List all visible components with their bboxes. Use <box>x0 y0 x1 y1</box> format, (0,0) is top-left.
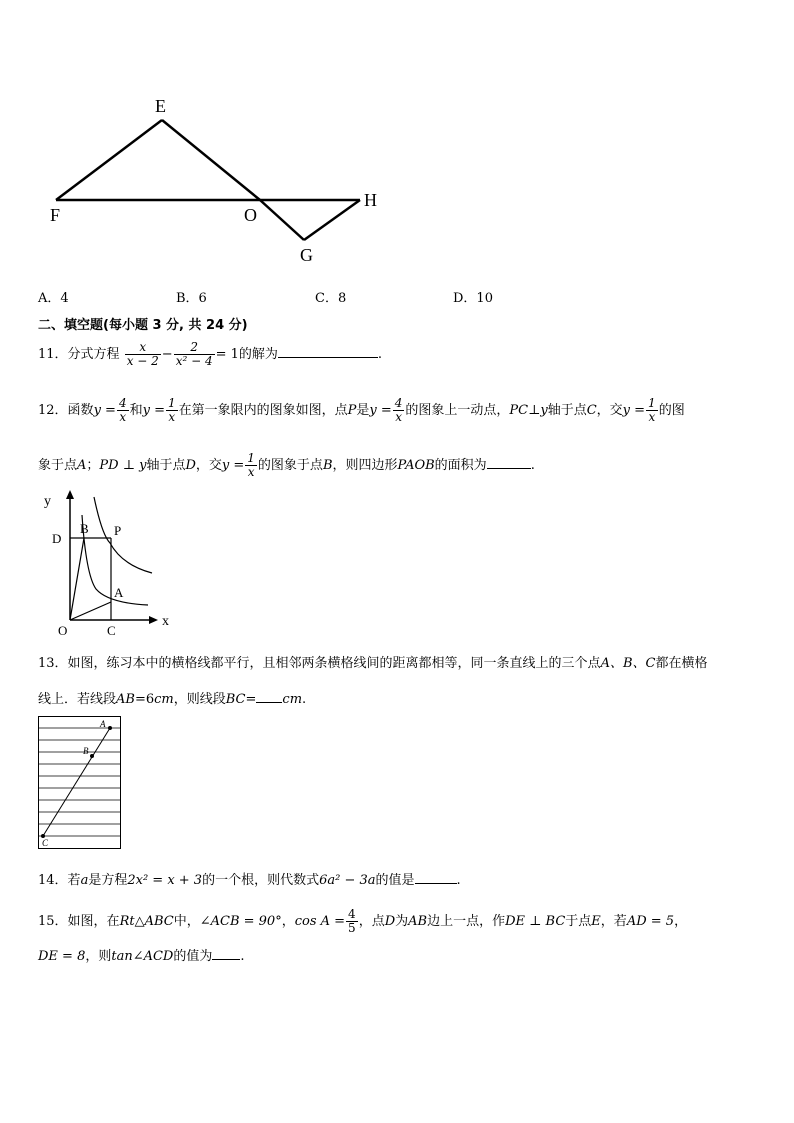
segment-GH <box>304 200 360 240</box>
answer-blank-14[interactable] <box>415 871 457 884</box>
segment-OA <box>70 602 111 620</box>
label-A: A <box>100 719 106 729</box>
question-15-line2: DE = 8，则tan∠ACD的值为 . <box>38 949 245 964</box>
label-B: B <box>80 521 89 536</box>
option-d: D．10 <box>453 291 493 306</box>
question-15-line1: 15．如图，在Rt△ABC中，∠ACB = 90°，cos A = $\frac{4}{5}$ ，点D为AB边上一点，作DE ⊥ BC于点E，若AD = 5， <box>38 907 688 935</box>
label-H: H <box>364 190 377 210</box>
curve-4-over-x <box>94 497 152 573</box>
label-D: D <box>52 531 62 546</box>
y-axis-arrow <box>66 490 74 499</box>
question-11: 11．分式方程 $\frac{x}{x - 2}$ − $\frac{2}{\text{x² − 4}}$ = 1的解为 . <box>38 340 383 368</box>
figure-q13-notebook <box>38 716 122 850</box>
figure-top-geometry <box>40 90 400 265</box>
option-b: B．6 <box>176 291 207 306</box>
point-B <box>90 754 94 758</box>
section2-title: 二、填空题(每小题 3 分, 共 24 分) <box>38 318 248 333</box>
question-12-line1: 12．函数y = $\frac{4}{x}$ 和y = $\frac{1}{x}$ 在第一象限内的图象如图，点P是y = $\frac{4}{x}$ 的图象上一动点，PC⊥y轴于点C，交y = $\frac{1}{x}$ 的图 <box>38 396 685 424</box>
point-A <box>108 726 112 730</box>
question-14: 14．若a是方程2x² = x + 3的一个根，则代数式6a² − 3a的值是 . <box>38 873 461 888</box>
q11-fraction-2: $\frac{2}{\text{x² − 4}}$ <box>175 340 213 368</box>
label-E: E <box>155 96 166 116</box>
option-c: C．8 <box>315 291 347 306</box>
label-O: O <box>244 205 257 225</box>
q11-fraction-1: $\frac{x}{x - 2}$ <box>126 340 159 368</box>
q11-number: 11． <box>38 347 68 362</box>
q11-prefix: 分式方程 <box>67 347 120 362</box>
label-A: A <box>114 585 124 600</box>
answer-blank-15[interactable] <box>212 947 240 960</box>
label-P: P <box>114 523 122 538</box>
label-O: O <box>58 623 68 638</box>
label-x: x <box>162 614 169 629</box>
option-a: A．4 <box>38 291 69 306</box>
q12-fraction-1-over-x: $\frac{1}{x}$ <box>167 396 176 424</box>
figure-q12-graph <box>40 485 180 640</box>
question-12-line2: 象于点A；PD ⊥ y轴于点D，交y = $\frac{1}{x}$ 的图象于点B，则四边形PAOB的面积为 . <box>38 451 535 479</box>
notebook-border <box>39 717 121 849</box>
segment-EO <box>162 120 260 200</box>
answer-blank-13[interactable] <box>256 690 282 703</box>
segment-OG <box>260 200 304 240</box>
label-C: C <box>107 623 116 638</box>
label-C: C <box>42 838 49 848</box>
notebook-lines <box>38 728 121 836</box>
q12-fraction-4-over-x: $\frac{4}{x}$ <box>118 396 127 424</box>
question-13-line2: 线上．若线段AB=6cm，则线段BC= cm. <box>38 692 307 707</box>
segment-FE <box>56 120 162 200</box>
q15-fraction-4-5: $\frac{4}{5}$ <box>348 907 356 935</box>
segment-AC <box>43 728 110 836</box>
answer-blank-11[interactable] <box>278 345 378 358</box>
label-y: y <box>44 494 51 509</box>
label-G: G <box>300 245 313 265</box>
segment-OB <box>70 538 84 620</box>
label-F: F <box>50 205 61 225</box>
question-13-line1: 13．如图，练习本中的横格线都平行，且相邻两条横格线间的距离都相等，同一条直线上的三个点A、B、C都在横格 <box>38 656 708 671</box>
answer-blank-12[interactable] <box>487 456 531 469</box>
x-axis-arrow <box>149 616 158 624</box>
label-B: B <box>83 746 89 756</box>
